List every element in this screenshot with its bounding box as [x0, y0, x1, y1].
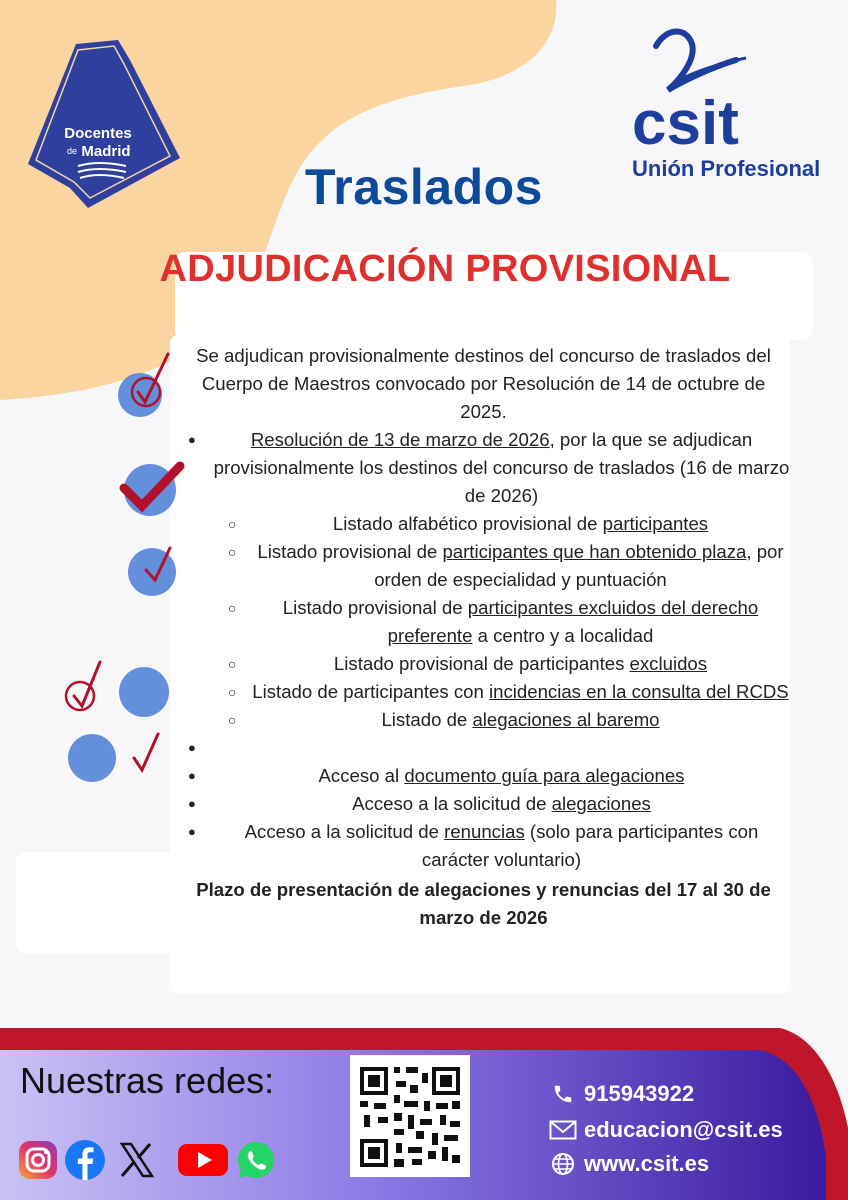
- sublist-text: Listado provisional de: [282, 597, 468, 618]
- sublist-item: [176, 650, 791, 678]
- resolution-link[interactable]: Resolución de 13 de marzo de 2026: [250, 429, 550, 450]
- sublist-text: Listado de participantes con: [252, 681, 489, 702]
- sublist-item: [176, 510, 791, 538]
- facebook-icon[interactable]: [63, 1138, 107, 1182]
- csit-wordmark: csit: [632, 89, 739, 158]
- access-text: Acceso a la solicitud de: [352, 793, 552, 814]
- qr-code[interactable]: [350, 1055, 470, 1177]
- page-title: Traslados: [305, 159, 543, 215]
- alegaciones-link[interactable]: alegaciones: [551, 793, 651, 814]
- page-subtitle: ADJUDICACIÓN PROVISIONAL: [159, 248, 731, 290]
- documento-guia-link[interactable]: documento guía para alegaciones: [404, 765, 685, 786]
- csit-tagline: Unión Profesional: [632, 156, 821, 181]
- excluidos-preferente-link[interactable]: participantes excluidos del derecho preferente: [387, 597, 759, 646]
- intro-text: Se adjudican provisionalmente destinos del concurso de traslados del Cuerpo de Maestros convocado por Resolución de 14 de octubre de 2025.: [196, 345, 771, 422]
- instagram-icon[interactable]: [16, 1138, 60, 1182]
- resolution-item: [176, 426, 791, 510]
- youtube-icon[interactable]: [176, 1138, 230, 1182]
- deadline-text: Plazo de presentación de alegaciones y renuncias del 17 al 30 de marzo de 2026: [196, 879, 771, 928]
- website-url: www.csit.es: [584, 1151, 710, 1176]
- obtenido-plaza-link[interactable]: participantes que han obtenido plaza: [442, 541, 747, 562]
- logo-madrid-text: Madrid: [81, 143, 131, 160]
- access-text: Acceso a la solicitud de: [244, 821, 445, 842]
- whatsapp-icon[interactable]: [234, 1138, 278, 1182]
- empty-bullet: [176, 734, 791, 762]
- access-item: [176, 818, 791, 874]
- mail-icon: [548, 1118, 578, 1142]
- sublist-item: [176, 594, 791, 650]
- access-item: [176, 762, 791, 790]
- main-content: [176, 342, 791, 932]
- logo-docentes-text: Docentes: [64, 125, 132, 142]
- sublist-item: [176, 538, 791, 594]
- participantes-link[interactable]: participantes: [602, 513, 709, 534]
- sublist-text: Listado alfabético provisional de: [332, 513, 603, 534]
- sublist-text: a centro y a localidad: [472, 625, 654, 646]
- side-box: [16, 852, 176, 954]
- phone-number: 915943922: [584, 1081, 695, 1106]
- web-row[interactable]: [548, 1151, 709, 1177]
- email-row[interactable]: [548, 1117, 783, 1143]
- access-text: Acceso al: [318, 765, 405, 786]
- resolution-text: , por la que se adjudican provisionalmente los destinos del concurso de traslados (16 de marzo de 2026): [213, 429, 790, 506]
- sublist-text: Listado provisional de: [257, 541, 443, 562]
- access-item: [176, 790, 791, 818]
- access-text: (solo para participantes con carácter voluntario): [421, 821, 759, 870]
- logo-de-text: de: [66, 146, 78, 156]
- sublist-item: [176, 678, 791, 706]
- phone-icon: [548, 1082, 578, 1106]
- x-icon[interactable]: [114, 1138, 158, 1182]
- renuncias-link[interactable]: renuncias: [444, 821, 525, 842]
- sublist-text: , por orden de especialidad y puntuación: [374, 541, 784, 590]
- incidencias-link[interactable]: incidencias en la consulta del RCDS: [488, 681, 789, 702]
- phone-row[interactable]: [548, 1081, 694, 1107]
- redes-label: Nuestras redes:: [20, 1060, 275, 1101]
- sublist-item: [176, 706, 791, 734]
- alegaciones-baremo-link[interactable]: alegaciones al baremo: [472, 709, 660, 730]
- excluidos-link[interactable]: excluidos: [629, 653, 708, 674]
- sublist-text: Listado de: [381, 709, 473, 730]
- globe-icon: [548, 1152, 578, 1176]
- email-address: educacion@csit.es: [584, 1117, 783, 1142]
- sublist-text: Listado provisional de participantes: [333, 653, 630, 674]
